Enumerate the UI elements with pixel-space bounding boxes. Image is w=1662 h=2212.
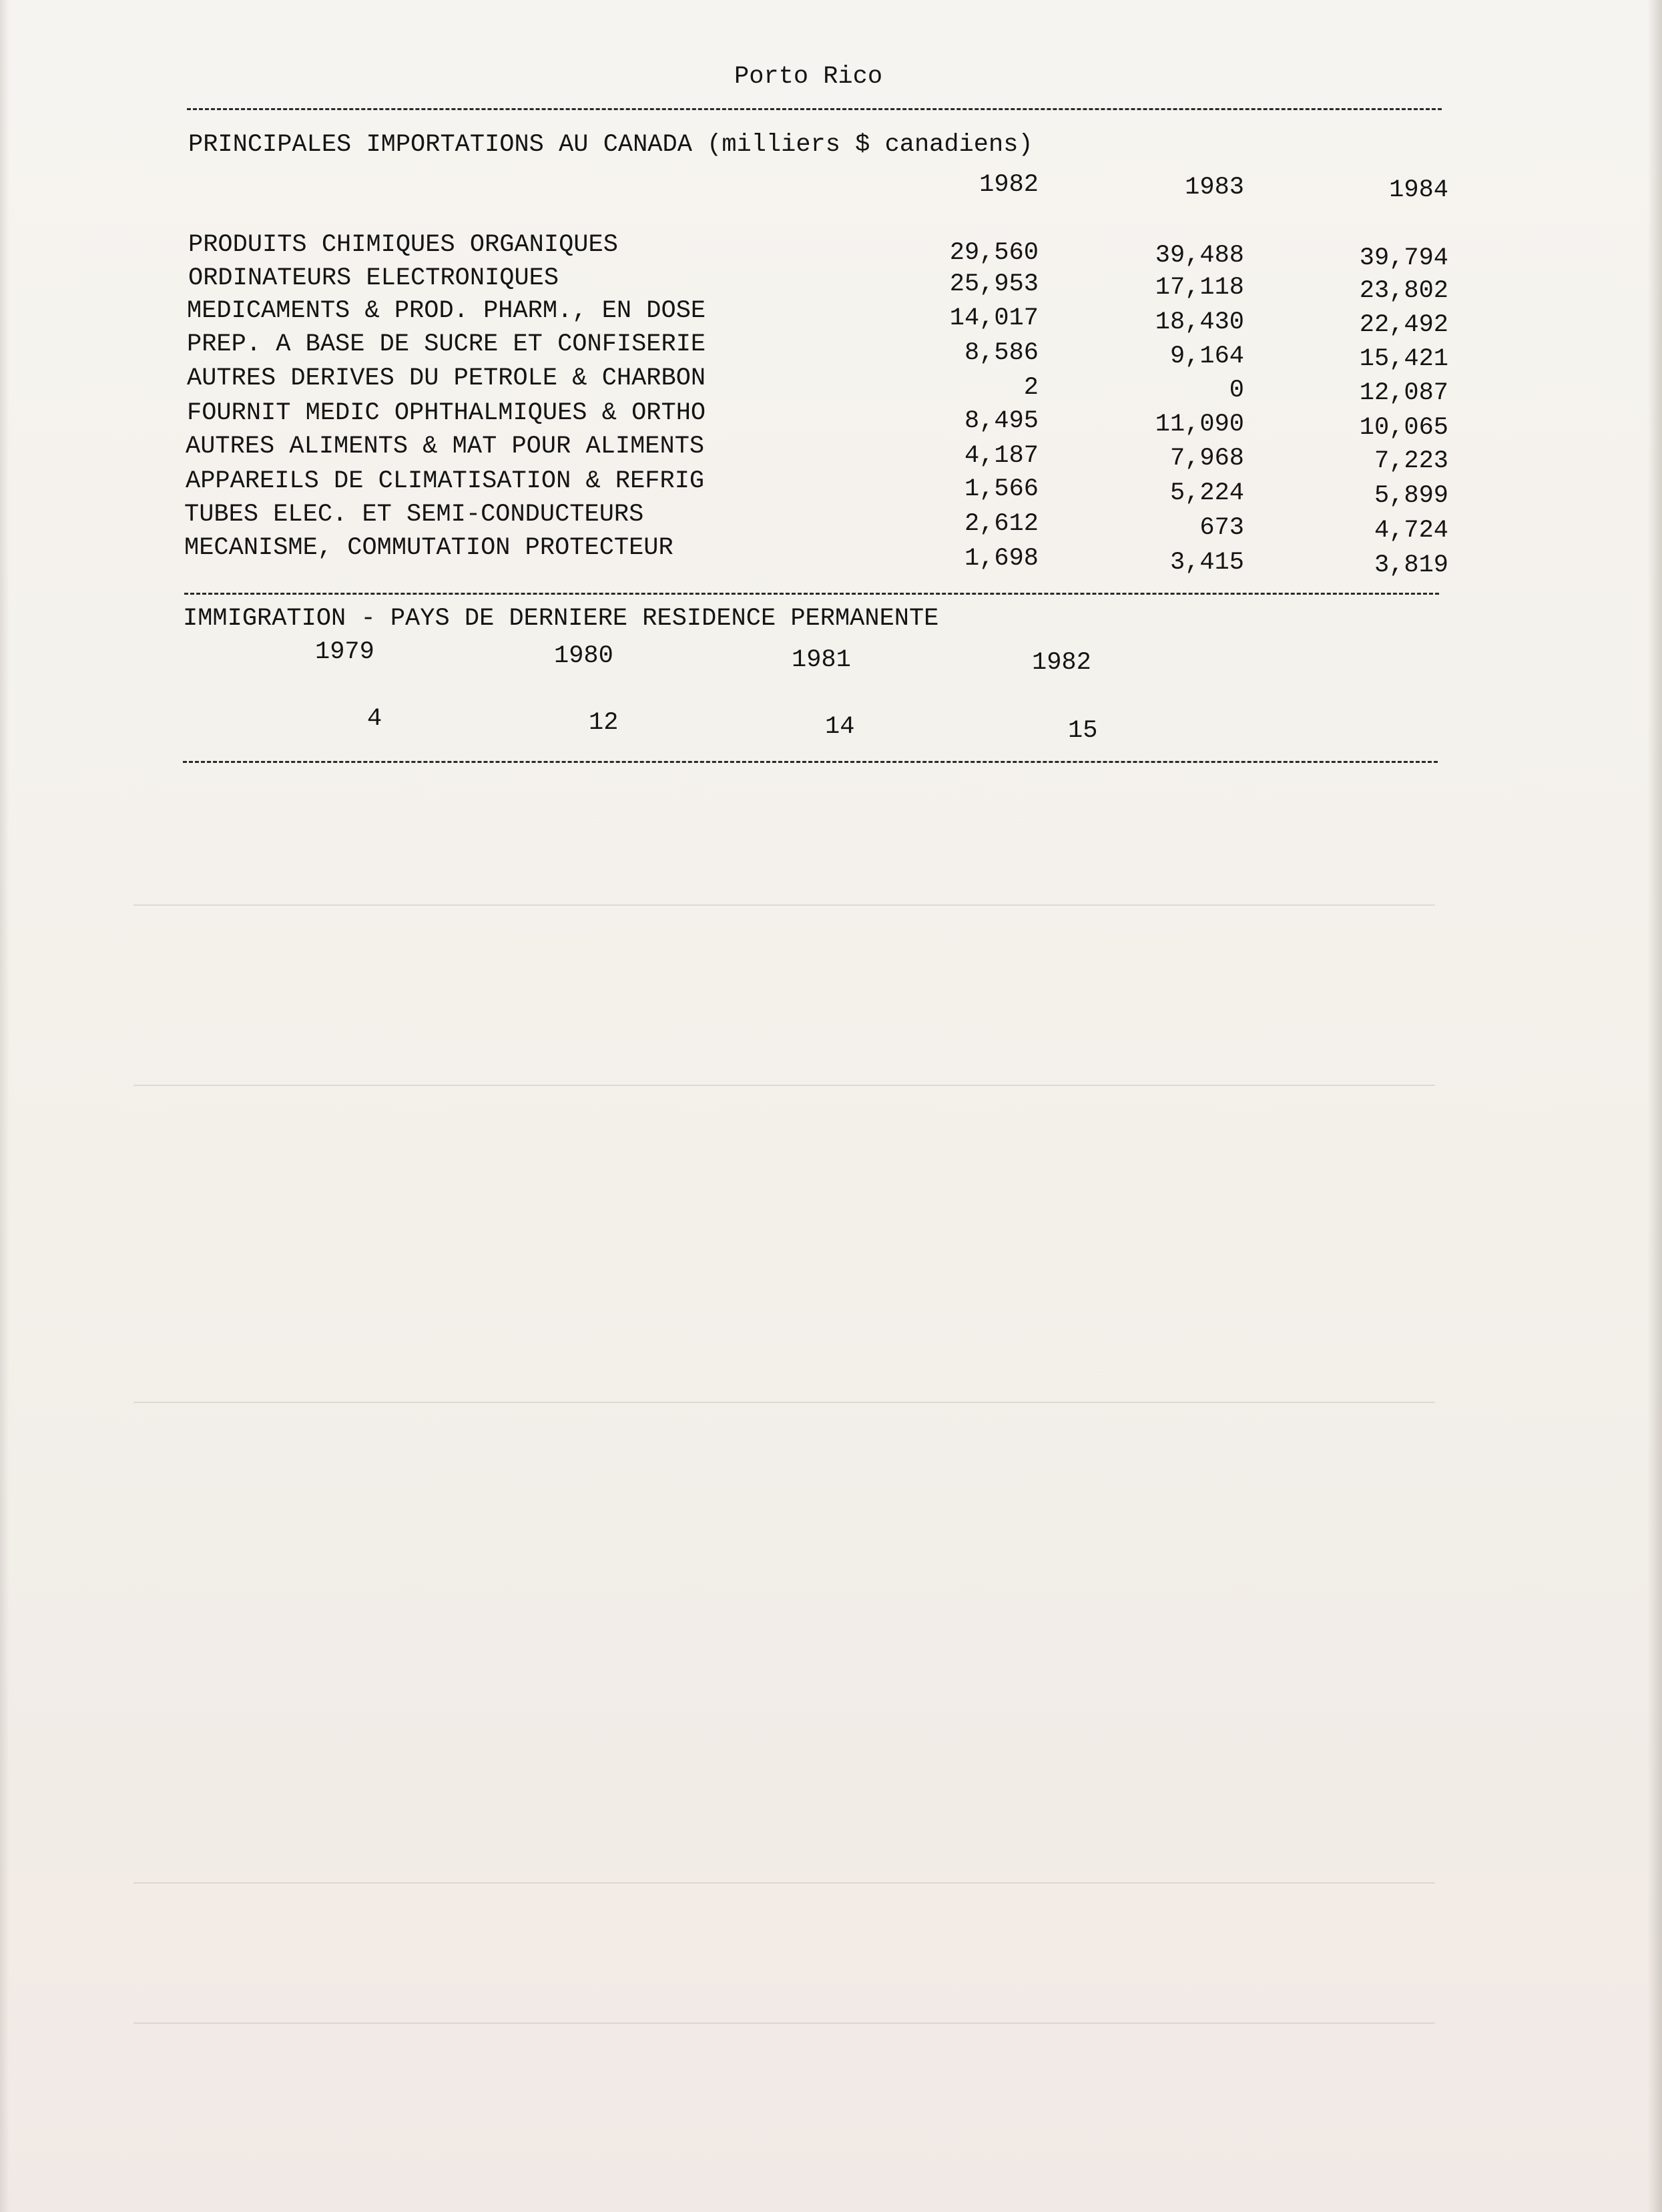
immigration-value: 12 [589,709,619,737]
immigration-year-header: 1980 [554,642,613,670]
value-1984: 12,087 [1359,379,1448,407]
immigration-value: 4 [367,705,382,733]
row-label: AUTRES DERIVES DU PETROLE & CHARBON [187,364,706,392]
value-1984: 23,802 [1359,277,1448,305]
row-label: MECANISME, COMMUTATION PROTECTEUR [184,534,673,562]
row-label: PREP. A BASE DE SUCRE ET CONFISERIE [187,330,706,358]
immigration-value: 15 [1068,717,1098,745]
value-1983: 39,488 [1155,242,1244,270]
value-1984: 15,421 [1359,345,1448,373]
value-1984: 22,492 [1359,311,1448,339]
value-1982: 1,566 [964,475,1039,503]
value-1982: 2,612 [964,510,1039,538]
bleed-through-line [133,1882,1435,1884]
value-1984: 39,794 [1359,244,1448,272]
bleed-through-line [133,1402,1435,1403]
value-1982: 8,495 [964,407,1039,435]
immigration-heading: IMMIGRATION - PAYS DE DERNIERE RESIDENCE PERMANENTE [183,605,939,633]
dashed-rule [183,761,1438,763]
row-label: PRODUITS CHIMIQUES ORGANIQUES [188,231,618,259]
row-label: APPAREILS DE CLIMATISATION & REFRIG [186,467,705,495]
immigration-year-header: 1981 [792,646,851,674]
immigration-value: 14 [825,713,855,741]
value-1984: 4,724 [1374,517,1448,545]
value-1983: 0 [1229,376,1244,404]
imports-year-header: 1982 [979,171,1039,199]
value-1983: 673 [1199,514,1244,542]
value-1983: 7,968 [1169,445,1244,473]
bleed-through-line [133,904,1435,906]
value-1983: 5,224 [1169,479,1244,507]
dashed-rule [184,593,1439,595]
value-1983: 17,118 [1155,274,1244,302]
value-1984: 10,065 [1359,414,1448,442]
bleed-through-line [133,2022,1435,2024]
immigration-year-header: 1982 [1032,649,1091,677]
value-1983: 3,415 [1169,549,1244,577]
row-label: FOURNIT MEDIC OPHTHALMIQUES & ORTHO [187,399,706,427]
imports-heading: PRINCIPALES IMPORTATIONS AU CANADA (milliers $ canadiens) [188,131,1033,159]
imports-year-header: 1983 [1185,174,1244,202]
value-1982: 1,698 [964,545,1039,573]
value-1983: 18,430 [1155,308,1244,336]
value-1982: 8,586 [964,339,1039,367]
value-1982: 2 [1023,374,1039,402]
value-1982: 29,560 [949,239,1039,267]
value-1983: 9,164 [1169,342,1244,370]
row-label: AUTRES ALIMENTS & MAT POUR ALIMENTS [186,433,705,461]
immigration-year-header: 1979 [315,638,374,666]
value-1984: 5,899 [1374,482,1448,510]
dashed-rule [187,108,1442,110]
page-left-edge-shadow [0,0,9,2212]
value-1984: 3,819 [1374,551,1448,579]
value-1982: 25,953 [949,270,1039,298]
bleed-through-line [133,1085,1435,1086]
page-right-edge-shadow [1647,0,1662,2212]
value-1984: 7,223 [1374,447,1448,475]
value-1982: 14,017 [949,304,1039,332]
page-title: Porto Rico [734,63,883,91]
value-1983: 11,090 [1155,410,1244,439]
imports-year-header: 1984 [1389,176,1448,204]
row-label: MEDICAMENTS & PROD. PHARM., EN DOSE [187,297,706,325]
value-1982: 4,187 [964,442,1039,470]
row-label: TUBES ELEC. ET SEMI-CONDUCTEURS [184,501,644,529]
row-label: ORDINATEURS ELECTRONIQUES [188,264,559,292]
